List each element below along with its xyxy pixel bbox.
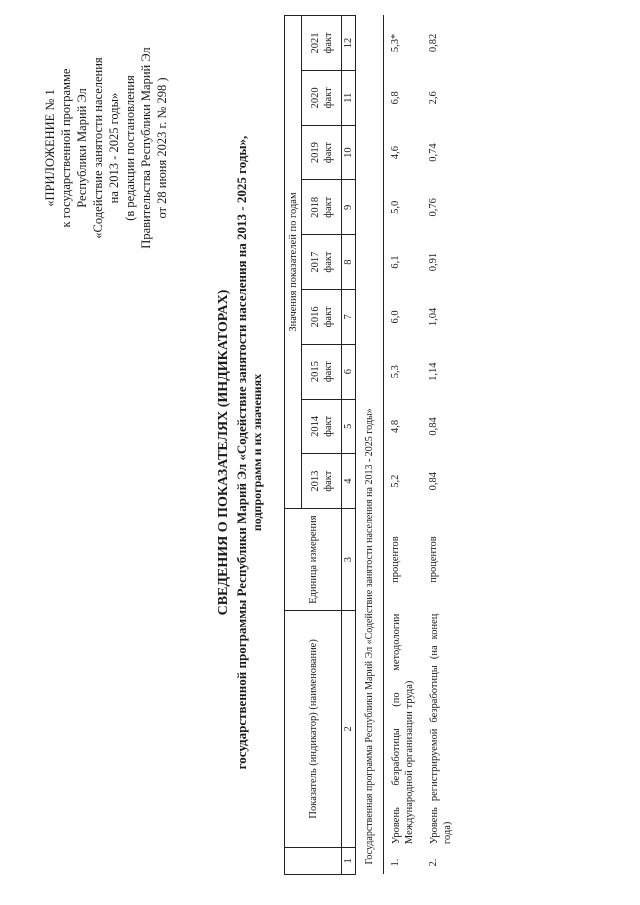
appendix-block	[42, 23, 170, 273]
row-value: 5,3	[390, 365, 401, 379]
year-header: 2020 факт	[302, 70, 342, 125]
section-title: Государственная программа Республики Марий Эл «Содействие занятости населения на 2013 - 2025 годы»	[356, 16, 384, 875]
year-header: 2021 факт	[302, 16, 342, 71]
year-header: 2015 факт	[302, 344, 342, 399]
column-number: 11	[342, 70, 356, 125]
title-line-2: государственной программы Республики Марий Эл «Содействие занятости населения на 2013 - 2025 годы»,	[234, 135, 249, 770]
column-number: 2	[342, 611, 356, 848]
column-number: 7	[342, 289, 356, 344]
appendix-line: к государственной программе	[59, 68, 73, 228]
row-value: 5,0	[390, 200, 401, 214]
column-number: 9	[342, 180, 356, 235]
year-header: 2019 факт	[302, 125, 342, 180]
row-indicator-name: Уровень регистрируемой безработицы (на конец года)	[429, 613, 453, 845]
row-index: 1.	[390, 858, 401, 867]
header-values-by-year: Значения показателей по годам	[285, 16, 302, 509]
document-title	[215, 0, 265, 905]
row-value: 6,8	[390, 91, 401, 105]
column-number: 5	[342, 399, 356, 454]
year-header: 2013 факт	[302, 454, 342, 509]
column-number: 10	[342, 125, 356, 180]
row-value: 1,04	[428, 307, 439, 327]
row-value: 4,8	[390, 419, 401, 433]
column-numbers-row	[342, 16, 356, 875]
column-number: 4	[342, 454, 356, 509]
row-value: 0,84	[428, 471, 439, 491]
appendix-line: на 2013 - 2025 годы»	[107, 92, 121, 204]
title-line-3: подпрограмм и их значениях	[250, 373, 264, 532]
table-header-row	[285, 16, 302, 875]
row-value: 0,76	[428, 198, 439, 217]
header-indicator: Показатель (индикатор) (наименование)	[285, 611, 342, 848]
row-value: 0,82	[428, 33, 439, 53]
row-value: 6,1	[390, 255, 401, 269]
row-value: 5,2	[390, 474, 401, 488]
column-number: 1	[342, 847, 356, 874]
row-value: 0,84	[428, 417, 439, 436]
row-value: 1,14	[428, 362, 439, 381]
year-header: 2017 факт	[302, 235, 342, 290]
column-number: 3	[342, 509, 356, 611]
year-header: 2016 факт	[302, 289, 342, 344]
row-value: 4,6	[390, 146, 401, 160]
appendix-line: Правительства Республики Марий Эл	[139, 47, 153, 249]
row-value: 6,0	[390, 310, 401, 324]
row-value: 2,6	[428, 91, 439, 105]
appendix-line: (в редакции постановления	[123, 75, 137, 221]
table-row	[422, 16, 460, 875]
column-number: 6	[342, 344, 356, 399]
appendix-line: «Содействие занятости населения	[91, 57, 105, 239]
year-header: 2018 факт	[302, 180, 342, 235]
column-number: 8	[342, 235, 356, 290]
appendix-line: «ПРИЛОЖЕНИЕ № 1	[43, 89, 57, 207]
header-index	[285, 847, 342, 874]
row-unit: процентов	[428, 536, 439, 583]
indicators-table	[284, 15, 460, 875]
appendix-line: от 28 июня 2023 г. № 298 )	[155, 77, 169, 219]
title-line-1: СВЕДЕНИЯ О ПОКАЗАТЕЛЯХ (ИНДИКАТОРАХ)	[216, 289, 231, 616]
row-index: 2.	[428, 858, 439, 867]
row-indicator-name: Уровень безработицы (по методологии Международной организации труда)	[391, 613, 415, 845]
section-row	[356, 16, 384, 875]
column-number: 12	[342, 16, 356, 71]
year-header: 2014 факт	[302, 399, 342, 454]
table-row	[384, 16, 423, 875]
row-value: 0,91	[428, 252, 439, 272]
row-value: 0,74	[428, 143, 439, 162]
header-unit: Единица измерения	[285, 509, 342, 611]
appendix-line: Республики Марий Эл	[75, 88, 89, 208]
row-unit: процентов	[390, 536, 401, 583]
row-value: 5,3*	[390, 33, 401, 53]
